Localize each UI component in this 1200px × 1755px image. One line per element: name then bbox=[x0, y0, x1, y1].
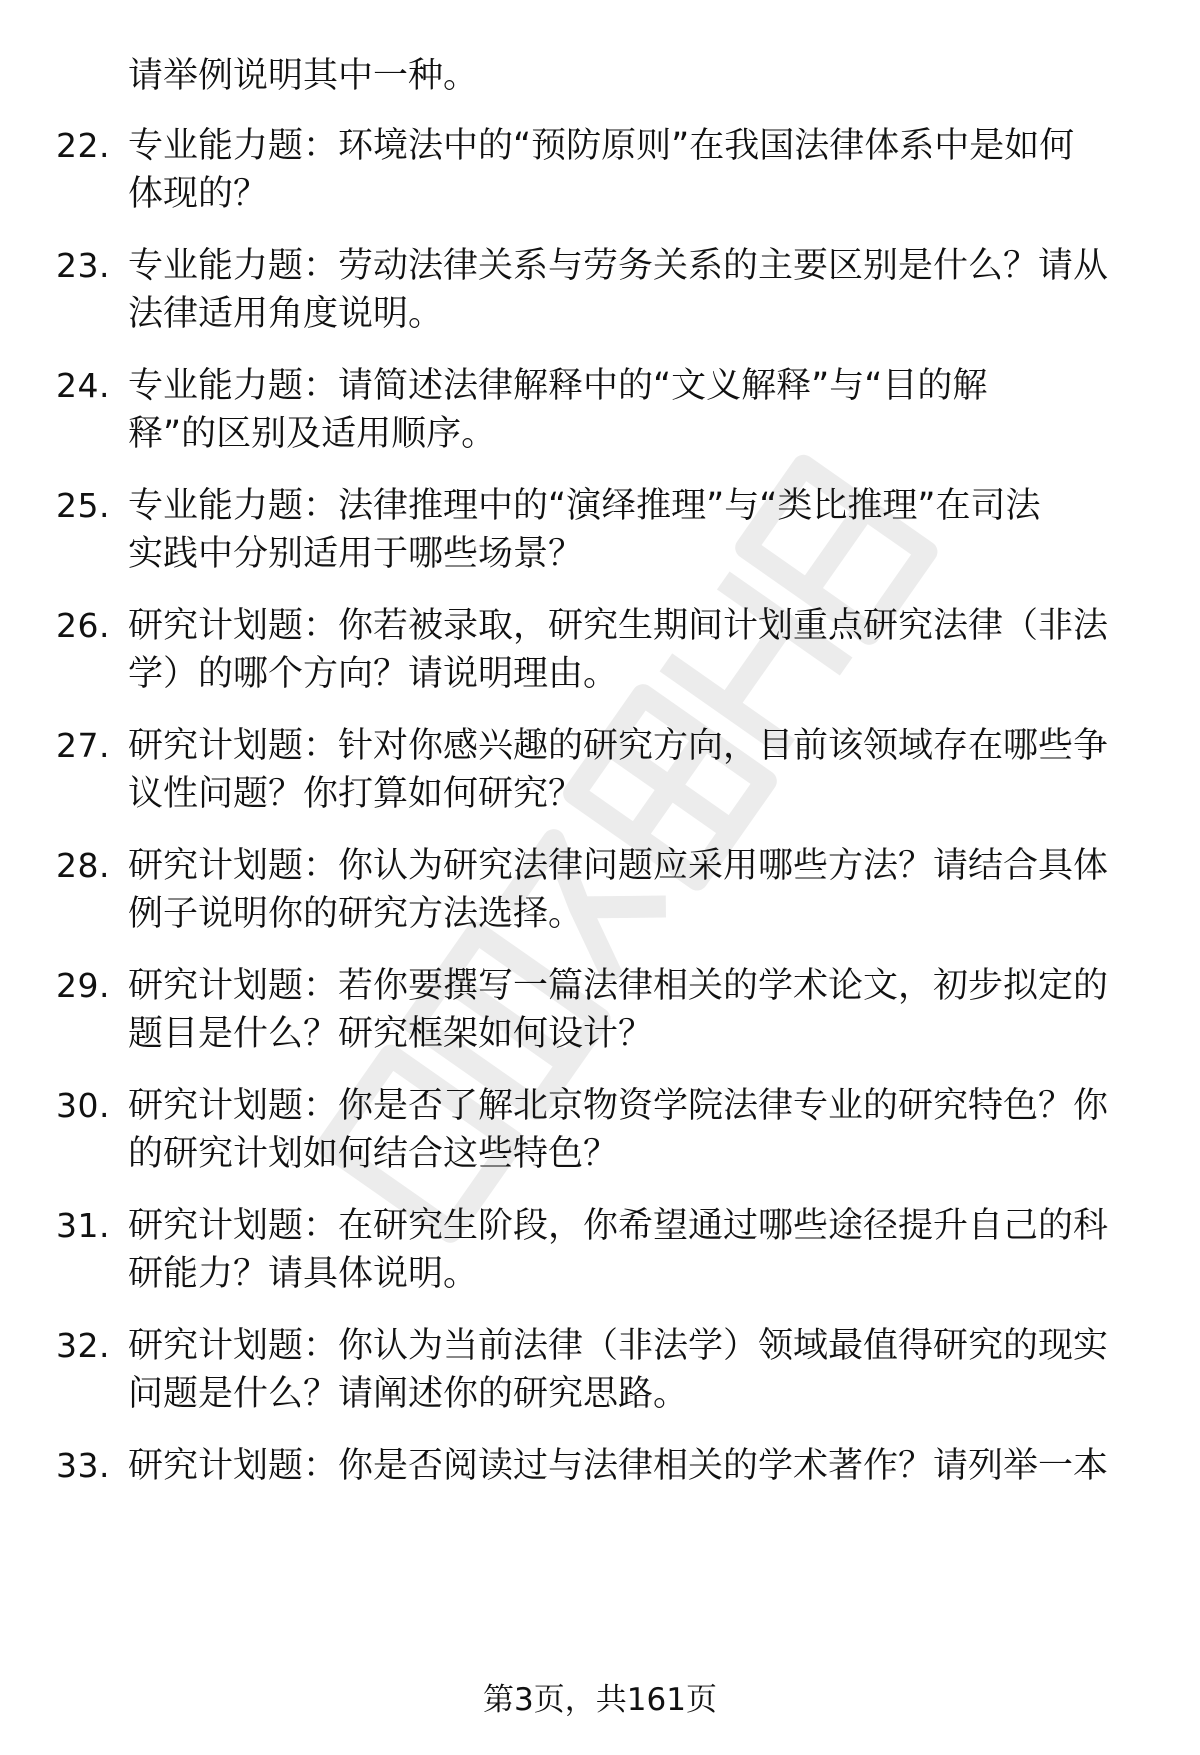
question-text-line-1: 研究计划题：你是否了解北京物资学院法律专业的研究特色？你 bbox=[128, 1086, 1109, 1126]
question-text-line-2: 实践中分别适用于哪些场景？ bbox=[128, 534, 584, 574]
question-text-line-1: 研究计划题：你认为研究法律问题应采用哪些方法？请结合具体 bbox=[128, 846, 1109, 886]
question-number: 30. bbox=[56, 1086, 110, 1125]
question-text-line-2: 研能力？请具体说明。 bbox=[128, 1254, 479, 1294]
question-text-line-2: 释”的区别及适用顺序。 bbox=[128, 414, 497, 454]
question-number: 24. bbox=[56, 366, 110, 405]
question-text-line-2: 题目是什么？研究框架如何设计？ bbox=[128, 1014, 654, 1054]
question-number: 32. bbox=[56, 1326, 110, 1365]
question-number: 23. bbox=[56, 246, 110, 285]
question-text-line-2: 法律适用角度说明。 bbox=[128, 294, 444, 334]
page-footer: 第3页，共161页 bbox=[483, 1682, 717, 1718]
question-text-line-1: 研究计划题：你若被录取，研究生期间计划重点研究法律（非法 bbox=[128, 606, 1109, 646]
question-number: 25. bbox=[56, 486, 110, 525]
question-number: 29. bbox=[56, 966, 110, 1005]
question-number: 22. bbox=[56, 126, 110, 165]
question-text-line-1: 专业能力题：法律推理中的“演绎推理”与“类比推理”在司法 bbox=[128, 486, 1041, 526]
question-text-line-2: 问题是什么？请阐述你的研究思路。 bbox=[128, 1374, 689, 1414]
question-number: 26. bbox=[56, 606, 110, 645]
question-text-line-1: 研究计划题：若你要撰写一篇法律相关的学术论文，初步拟定的 bbox=[128, 966, 1109, 1006]
question-text-line-1: 专业能力题：劳动法律关系与劳务关系的主要区别是什么？请从 bbox=[128, 246, 1109, 286]
question-text-line-1: 研究计划题：你是否阅读过与法律相关的学术著作？请列举一本 bbox=[128, 1446, 1109, 1486]
question-text-line-1: 研究计划题：你认为当前法律（非法学）领域最值得研究的现实 bbox=[128, 1326, 1109, 1366]
question-text-line-1: 专业能力题：请简述法律解释中的“文义解释”与“目的解 bbox=[128, 366, 988, 406]
question-text-line-1: 研究计划题：在研究生阶段，你希望通过哪些途径提升自己的科 bbox=[128, 1206, 1109, 1246]
question-text-line-2: 例子说明你的研究方法选择。 bbox=[128, 894, 584, 934]
question-text-line-2: 学）的哪个方向？请说明理由。 bbox=[128, 654, 619, 694]
question-text-line-2: 的研究计划如何结合这些特色？ bbox=[128, 1134, 619, 1174]
question-number: 28. bbox=[56, 846, 110, 885]
question-text-line-1: 专业能力题：环境法中的“预防原则”在我国法律体系中是如何 bbox=[128, 126, 1075, 166]
question-text-line-2: 议性问题？你打算如何研究？ bbox=[128, 774, 584, 814]
question-text-line-1: 研究计划题：针对你感兴趣的研究方向，目前该领域存在哪些争 bbox=[128, 726, 1109, 766]
continuation-line: 请举例说明其中一种。 bbox=[128, 56, 479, 96]
question-number: 33. bbox=[56, 1446, 110, 1485]
question-text-line-2: 体现的？ bbox=[128, 174, 269, 214]
question-number: 27. bbox=[56, 726, 110, 765]
question-number: 31. bbox=[56, 1206, 110, 1245]
